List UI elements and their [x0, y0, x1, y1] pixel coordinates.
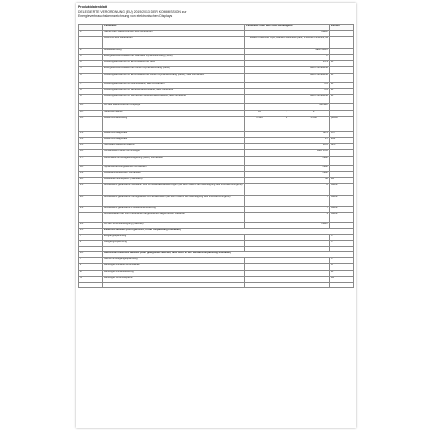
row-parameter: Bildschirmdiagonale	[103, 131, 245, 137]
row-parameter: Bildschirmdiagonale	[103, 137, 245, 143]
row-number: 17.	[79, 156, 103, 165]
regulation-line: DELEGIERTE VERORDNUNG (EU) 2019/2013 DER KOMMISSION zur	[78, 9, 187, 14]
row-parameter: Mindestens garantierte Verfügbarkeit von Ersatzteilen (ab dem Datum der Beendigung des Inverkehrbringens)	[103, 195, 245, 207]
sub-number: i	[79, 258, 103, 264]
data-table	[78, 24, 354, 288]
value-part: x	[285, 116, 288, 119]
product-data-sheet	[76, 3, 356, 428]
value-part: 9	[312, 110, 315, 113]
row-parameter: Bildschirmauflösung	[103, 116, 245, 131]
header-value: Parameter oder Wert und Genauigkeit	[245, 25, 330, 31]
row-value: 27	[245, 137, 330, 143]
sheet-title: Produktdatenblatt	[78, 5, 108, 9]
row-number: 14.	[79, 137, 103, 143]
row-parameter: Verwendete Panel-Technologie	[103, 150, 245, 156]
sub-label: Eingangsspannung	[103, 235, 245, 241]
row-value: 0.2	[245, 89, 330, 95]
value-part: :	[286, 110, 287, 113]
row-value	[245, 116, 330, 131]
sub-label: Benötigte Stromfrequenz	[103, 276, 245, 282]
row-value: 7	[245, 195, 330, 207]
row-value: Nicht zutreffend	[245, 67, 330, 73]
sub-number: iv	[79, 276, 103, 282]
row-parameter: Sichtbare Bildschirmfläche	[103, 144, 245, 150]
row-number: 15.	[79, 144, 103, 150]
row-number: 24.	[79, 222, 103, 228]
spacer-row	[79, 283, 354, 288]
sub-label: Benötigte Mindest-Stromstärke	[103, 264, 245, 270]
row-parameter: Mindestens garantierte Software- und Firmwareaktualisierungen (ab dem Datum der Beendigung des Inverkehrbringens)	[103, 184, 245, 196]
row-parameter: Leistungsaufnahme im Ein-Zustand bei SDR	[103, 61, 245, 67]
row-parameter: Art der Stromversorgung (Netzteil)	[103, 222, 245, 228]
table-row	[79, 184, 354, 196]
sub-number: i	[79, 235, 103, 241]
row-parameter: Mindestdauer der vom Lieferanten angebotenen allgemeinen Garantie	[103, 213, 245, 222]
sub-unit: A	[330, 264, 354, 270]
row-number: 20.	[79, 178, 103, 184]
row-value: DELL	[245, 31, 330, 37]
row-value: 60	[245, 178, 330, 184]
sub-unit: Hz	[330, 276, 354, 282]
section-title: Genormtes externes Netzteil (oder geeignetes Netzteil, falls nicht in der Verkaufsverpackung enthalten)	[103, 252, 354, 258]
row-parameter: Name oder Warenzeichen des Lieferanten	[103, 31, 245, 37]
value-part: 1 080	[310, 116, 317, 119]
row-unit: cm	[330, 131, 354, 137]
spacer-cell	[79, 283, 103, 288]
row-value: 8	[245, 184, 330, 196]
row-value: SE2722HX	[245, 48, 330, 54]
spacer-cell	[103, 283, 245, 288]
row-unit: Zoll	[330, 137, 354, 143]
row-value: LED LCD	[245, 150, 330, 156]
row-number: 11.	[79, 110, 103, 116]
row-parameter: Bildwiederholfrequenz (Standard)	[103, 178, 245, 184]
row-number	[79, 213, 103, 222]
row-value: Nicht zutreffend	[245, 73, 330, 82]
sub-unit: W	[330, 270, 354, 276]
row-number: 10.	[79, 104, 103, 110]
spacer-cell	[245, 283, 330, 288]
row-unit	[330, 156, 354, 165]
section-number: 26.	[79, 252, 103, 258]
row-number: 1.	[79, 31, 103, 37]
row-value: 20.0	[245, 144, 330, 150]
row-parameter: Seitenverhältnis	[103, 110, 245, 116]
sub-label: Ausgangsspannung	[103, 241, 245, 247]
row-value: Monitor	[245, 104, 330, 110]
row-parameter: Spracherkennungssensor vorhanden	[103, 165, 245, 171]
row-unit: Jahre	[330, 213, 354, 222]
sub-number: ii	[79, 241, 103, 247]
row-unit: W	[330, 61, 354, 67]
row-number: 22.	[79, 195, 103, 207]
row-value: Nicht zutreffend	[245, 95, 330, 104]
row-parameter: Mindestens garantierte Produktunterstützung	[103, 207, 245, 213]
table-row	[79, 116, 354, 131]
sub-label: Benötigte Mindestleistung	[103, 270, 245, 276]
spacer-cell	[330, 283, 354, 288]
row-value: 25.3	[245, 61, 330, 67]
header-unit: Einheit	[330, 25, 354, 31]
row-unit: Hz	[330, 178, 354, 184]
sheet-header	[78, 5, 354, 24]
row-number: 23.	[79, 207, 103, 213]
table-row	[79, 95, 354, 104]
sub-unit: V	[330, 241, 354, 247]
value-part: 1 920	[256, 116, 263, 119]
table-row	[79, 37, 354, 49]
row-unit	[330, 37, 354, 49]
table-row	[79, 73, 354, 82]
row-parameter: Leistungsaufnahme im Ein-Zustand bei hohem Dynamikumfang (HDR), falls vorhanden	[103, 73, 245, 82]
sub-label: Genormt Ausgangsspannung	[103, 258, 245, 264]
row-value: Nein	[245, 171, 330, 177]
row-parameter: Modellkennung	[103, 48, 245, 54]
row-number: 6.	[79, 73, 103, 82]
row-value: 0.2	[245, 82, 330, 88]
row-value: Nein	[245, 156, 330, 165]
row-value: 68.5	[245, 131, 330, 137]
row-number: 9.	[79, 95, 103, 104]
row-value: EMEA Customer Ops, Raheen Business park, V94W22 Limerick, IE	[245, 37, 330, 49]
row-parameter: Anschrift des Lieferanten	[103, 37, 245, 49]
row-unit: Jahre	[330, 207, 354, 213]
sub-number: iii	[79, 270, 103, 276]
row-number	[79, 37, 103, 49]
row-number: 5.	[79, 67, 103, 73]
section-title: Externes Netzteil (nicht genormt, in der Verpackung enthalten)	[103, 228, 354, 234]
row-number: 16.	[79, 150, 103, 156]
row-number: 13.	[79, 131, 103, 137]
row-unit: W	[330, 95, 354, 104]
row-unit: Jahre	[330, 184, 354, 196]
row-number: 7.	[79, 82, 103, 88]
row-parameter: Leistungsaufnahme im Bereitschaftszustand, falls zutreffend	[103, 89, 245, 95]
row-number: 18.	[79, 165, 103, 171]
row-number: 2.	[79, 48, 103, 54]
section-number: 25.	[79, 228, 103, 234]
row-parameter: Energieeffizienzklasse bei hohem Dynamikumfang (HDR)	[103, 67, 245, 73]
row-parameter: Leistungsaufnahme im Aus-Zustand, falls vorhanden	[103, 82, 245, 88]
row-number: 19.	[79, 171, 103, 177]
row-value: Intern	[245, 222, 330, 228]
table-row	[79, 156, 354, 165]
value-part: 16	[258, 110, 261, 113]
row-number: 4.	[79, 61, 103, 67]
regulation-subline: Energieverbrauchskennzeichnung von elektronischen Displays	[78, 14, 173, 19]
row-parameter: Energieeffizienzklasse bei Standard Dynamikumfang (SDR)	[103, 55, 245, 61]
row-number: 8.	[79, 89, 103, 95]
row-parameter: Art des elektronischen Displays	[103, 104, 245, 110]
row-number: 21.	[79, 184, 103, 196]
row-number: 3.	[79, 55, 103, 61]
row-unit: Jahre	[330, 195, 354, 207]
row-parameter: Automatische Helligkeitsregelung (ABC) vorhanden	[103, 156, 245, 165]
header-parameter: Parameter	[103, 25, 245, 31]
sub-unit: V	[330, 258, 354, 264]
sub-unit: V	[330, 235, 354, 241]
row-unit: W	[330, 82, 354, 88]
table-row	[79, 195, 354, 207]
row-unit: W	[330, 73, 354, 82]
row-number: 12.	[79, 116, 103, 131]
row-value: 3	[245, 213, 330, 222]
row-unit: pixels	[330, 116, 354, 131]
table-row	[79, 213, 354, 222]
row-unit: W	[330, 89, 354, 95]
row-unit: dm²	[330, 144, 354, 150]
row-value: 7	[245, 207, 330, 213]
row-parameter: Anwesenheitssensor vorhanden	[103, 171, 245, 177]
row-value: F	[245, 55, 330, 61]
row-parameter: Leistungsaufnahme im vernetzten Bereitschaftszustand, falls zutreffend	[103, 95, 245, 104]
row-value: Nein	[245, 165, 330, 171]
sub-number: ii	[79, 264, 103, 270]
